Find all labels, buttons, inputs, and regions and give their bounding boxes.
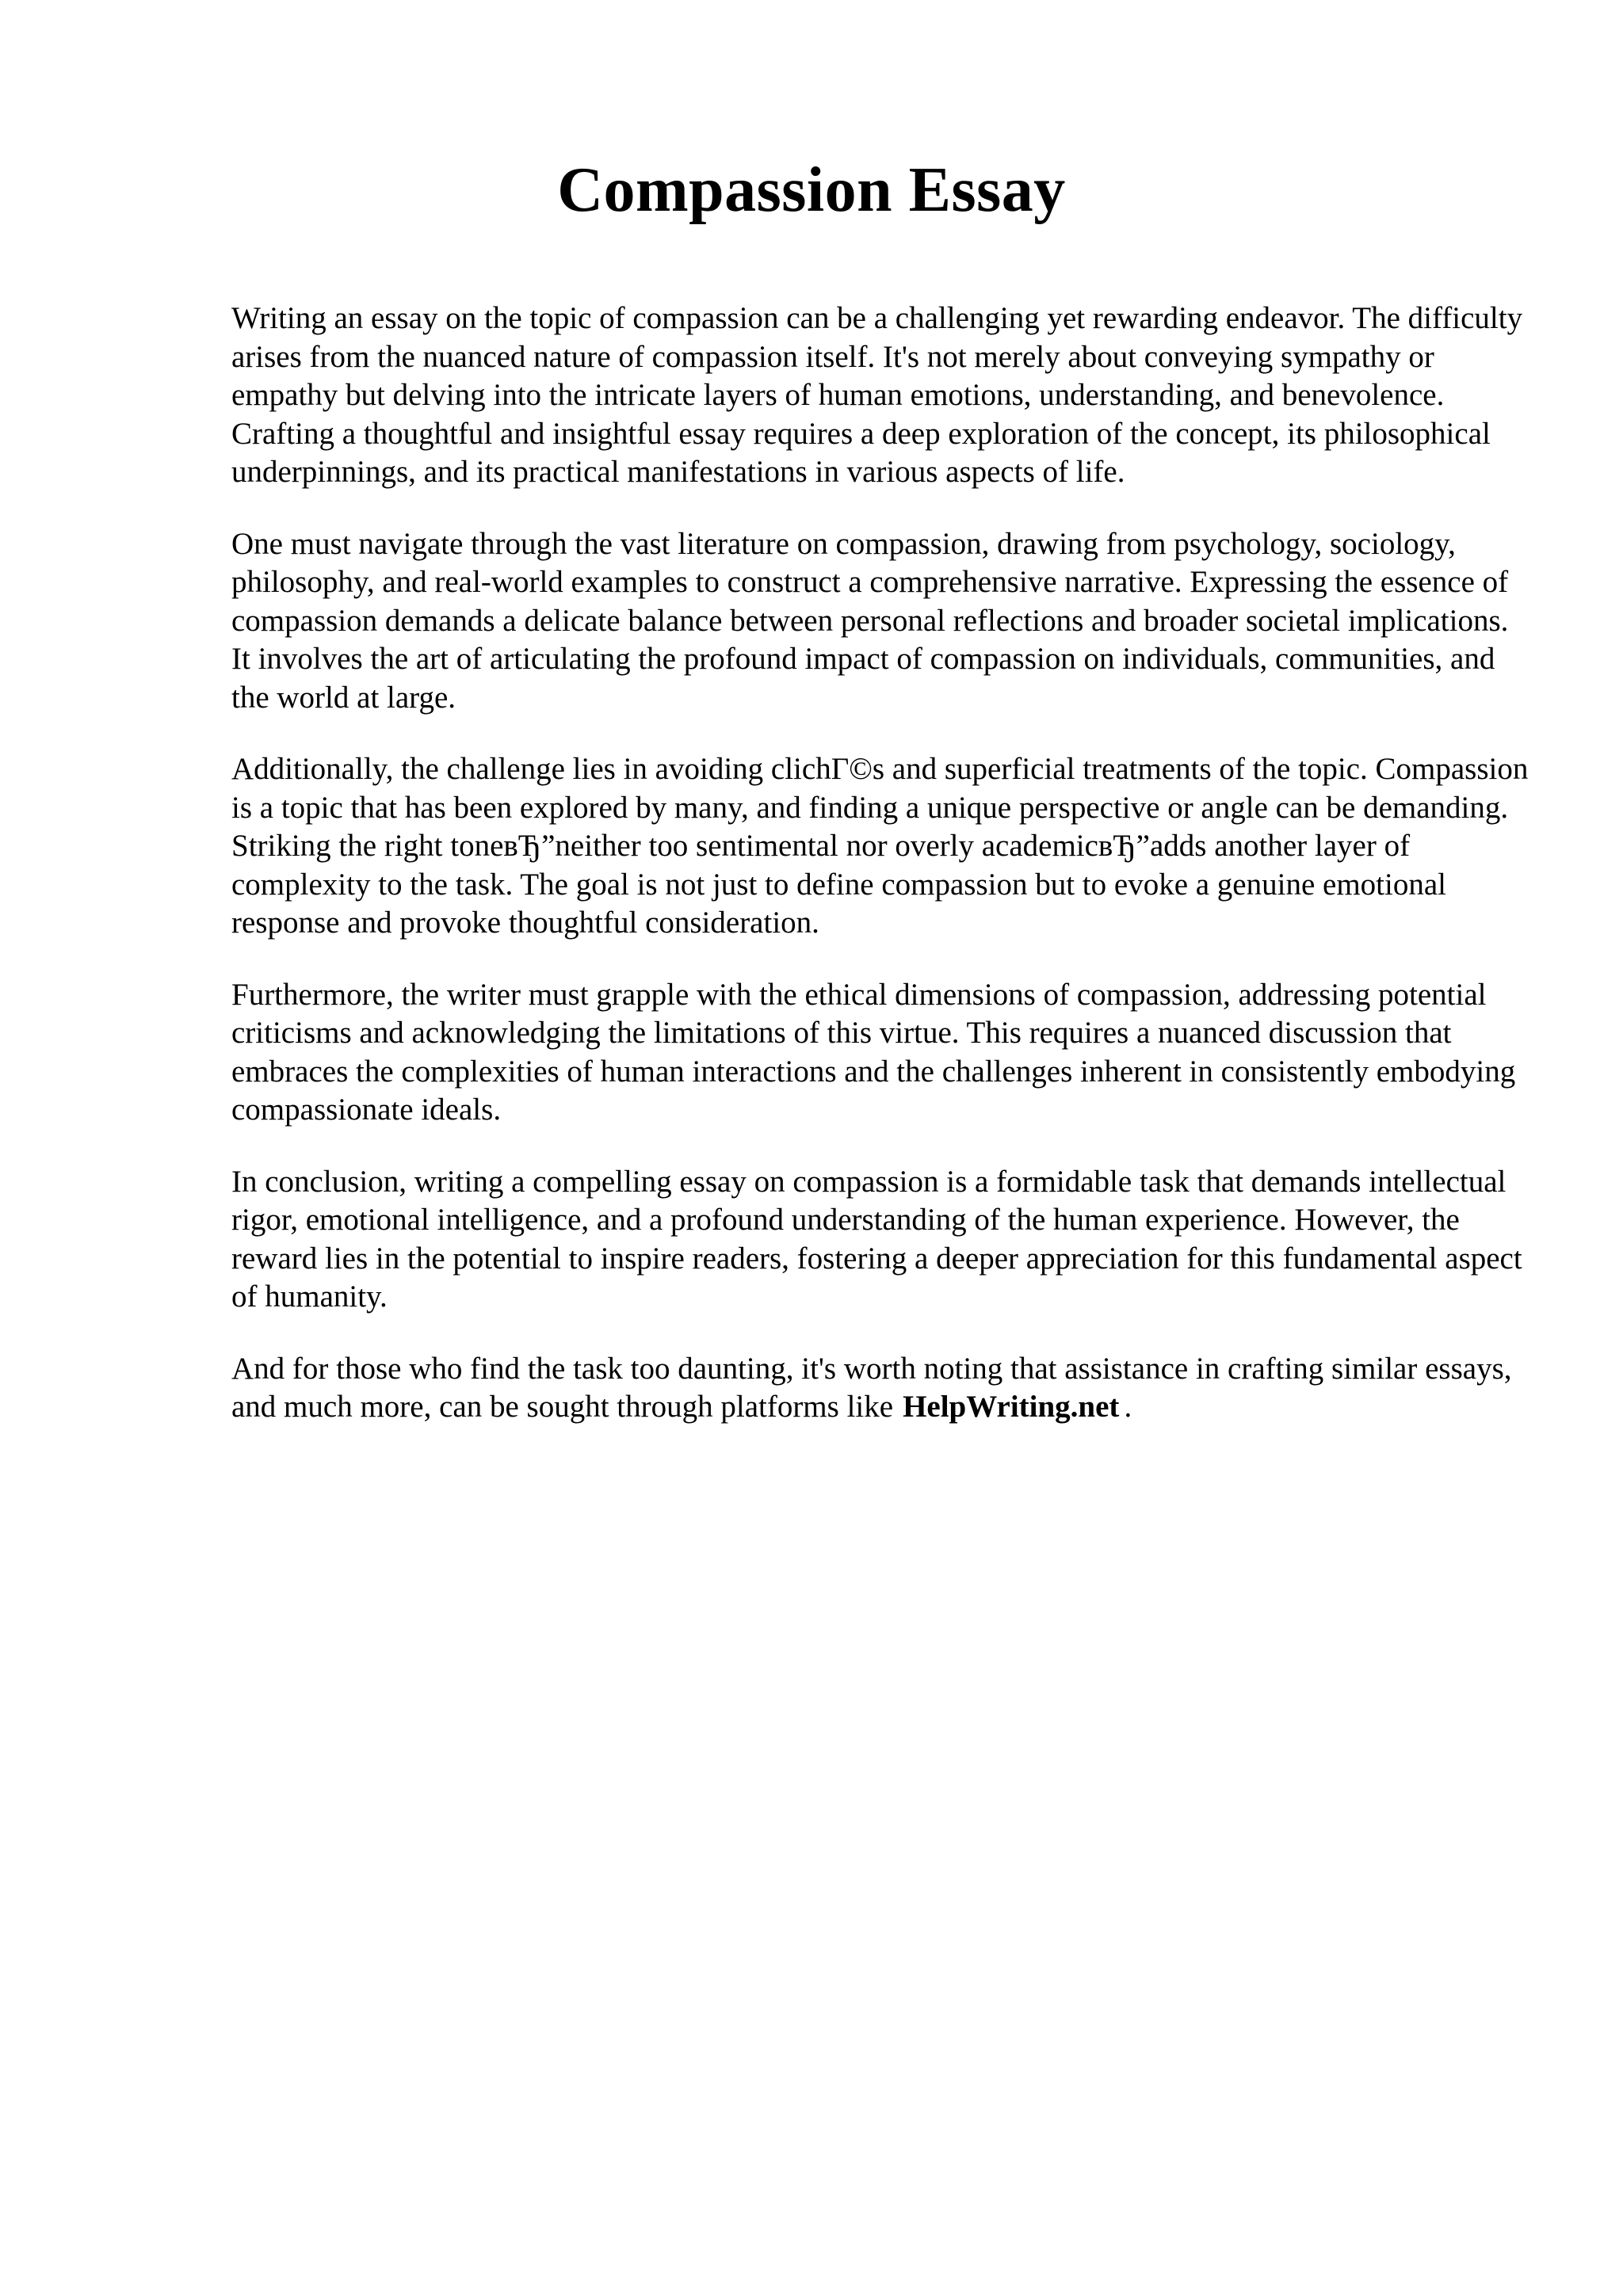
page-title: Compassion Essay	[557, 155, 1066, 225]
paragraph-1: Writing an essay on the topic of compassion can be a challenging yet rewarding endeavor. The difficulty arises from the nuanced nature of compassion itself. It's not merely about conveying sympathy or empathy but delving into the intricate layers of human emotions, understanding, and benevolence. Crafting a thoughtful and insightful essay requires a deep exploration of the concept, its philosophical underpinnings, and its practical manifestations in various aspects of life.	[231, 301, 1523, 489]
paragraph-4: Furthermore, the writer must grapple with the ethical dimensions of compassion, addressing potential criticisms and acknowledging the limitations of this virtue. This requires a nuanced discussion that embraces the complexities of human interactions and the challenges inherent in consistently embodying compassionate ideals.	[231, 977, 1516, 1127]
paragraph-3: Additionally, the challenge lies in avoiding clichГ©s and superficial treatments of the topic. Compassion is a topic that has been explored by many, and finding a unique perspective or angle can be demanding. Striking the right toneвЂ”neither too sentimental nor overly academicвЂ”adds another layer of complexity to the task. The goal is not just to define compassion but to evoke a genuine emotional response and provoke thoughtful consideration.	[231, 752, 1529, 940]
essay-body	[231, 299, 1531, 1460]
paragraph-2: One must navigate through the vast literature on compassion, drawing from psychology, sociology, philosophy, and real-world examples to construct a comprehensive narrative. Expressing the essence of compassion demands a delicate balance between personal reflections and broader societal implications. It involves the art of articulating the profound impact of compassion on individuals, communities, and the world at large.	[231, 526, 1509, 715]
closing-period: .	[1124, 1390, 1132, 1424]
brand-name: HelpWriting.net	[903, 1390, 1120, 1424]
closing-text: And for those who find the task too daunting, it's worth noting that assistance in crafting similar essays, and much more, can be sought through platforms like	[231, 1351, 1512, 1424]
paragraph-5: In conclusion, writing a compelling essay on compassion is a formidable task that demands intellectual rigor, emotional intelligence, and a profound understanding of the human experience. However, the reward lies in the potential to inspire readers, fostering a deeper appreciation for this fundamental aspect of humanity.	[231, 1164, 1522, 1314]
closing-paragraph	[231, 1350, 1531, 1427]
